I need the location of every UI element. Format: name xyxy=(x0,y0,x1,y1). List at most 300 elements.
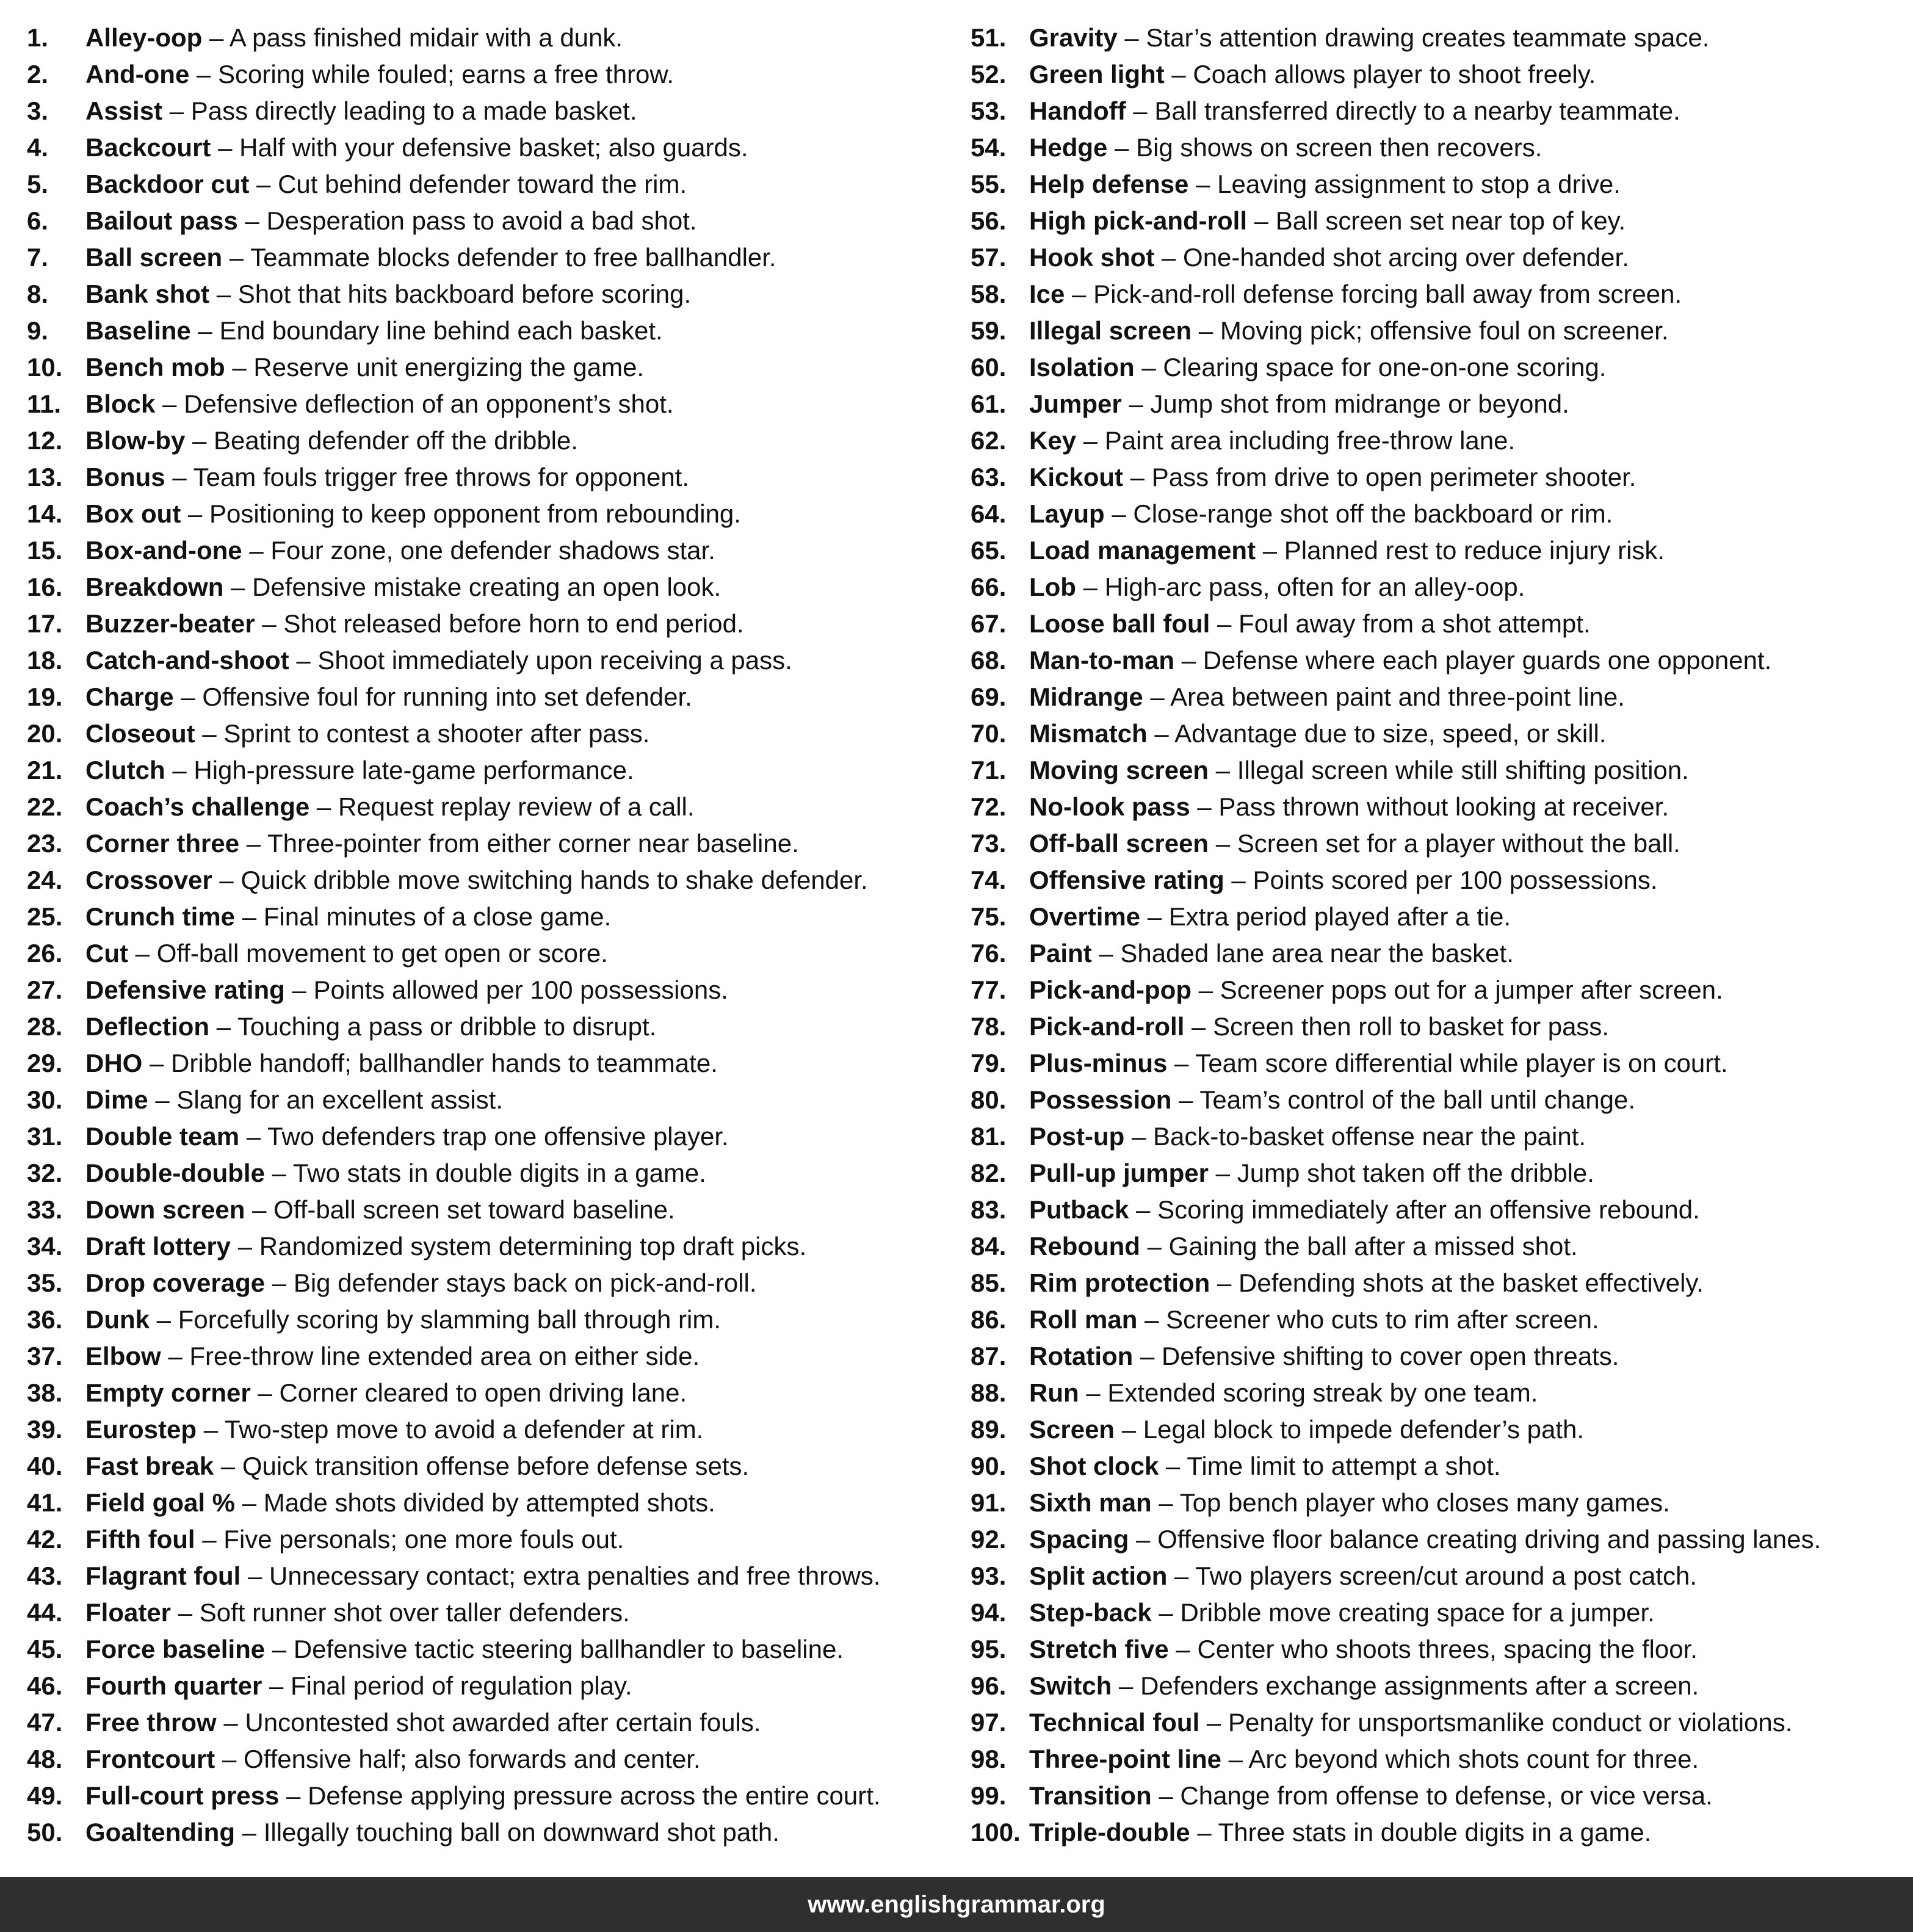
entry-number: 47. xyxy=(27,1708,63,1737)
entry-separator: – xyxy=(1133,1342,1162,1370)
entry-separator: – xyxy=(1107,133,1137,162)
entry-separator: – xyxy=(279,1781,308,1810)
glossary-entry xyxy=(971,606,1911,642)
entry-definition: Arc beyond which shots count for three. xyxy=(1248,1745,1699,1773)
entry-separator: – xyxy=(1190,1818,1218,1847)
entry-separator: – xyxy=(1076,573,1105,601)
entry-separator: – xyxy=(1079,1378,1108,1407)
entry-separator: – xyxy=(1154,243,1184,272)
entry-term: Backcourt xyxy=(85,133,211,162)
glossary-entry xyxy=(27,1668,942,1704)
entry-definition: Three-pointer from either corner near baseline. xyxy=(267,829,799,858)
entry-definition: Two-step move to avoid a defender at rim. xyxy=(224,1415,704,1444)
entry-number: 46. xyxy=(27,1671,63,1700)
entry-separator: – xyxy=(165,756,194,784)
entry-term: Ice xyxy=(1029,280,1065,308)
entry-term: Corner three xyxy=(85,829,240,858)
site-footer xyxy=(0,1877,1913,1932)
entry-number: 41. xyxy=(27,1488,63,1517)
entry-definition: Time limit to attempt a shot. xyxy=(1187,1452,1501,1480)
entry-number: 69. xyxy=(971,682,1007,711)
entry-definition: Quick transition offense before defense sets. xyxy=(242,1452,750,1480)
entry-term: Three-point line xyxy=(1029,1745,1221,1773)
entry-number: 57. xyxy=(971,243,1007,272)
glossary-entry xyxy=(27,203,942,239)
entry-number: 64. xyxy=(971,499,1007,528)
entry-definition: High-arc pass, often for an alley-oop. xyxy=(1104,573,1525,601)
entry-separator: – xyxy=(250,1378,280,1407)
entry-number: 22. xyxy=(27,792,63,821)
entry-term: Crossover xyxy=(85,866,212,894)
entry-number: 32. xyxy=(27,1159,63,1187)
glossary-entry xyxy=(971,825,1911,862)
glossary-entry xyxy=(27,1814,942,1851)
entry-separator: – xyxy=(1143,682,1171,711)
entry-term: Block xyxy=(85,389,156,418)
entry-term: Handoff xyxy=(1029,96,1126,125)
glossary-entry xyxy=(971,1228,1911,1265)
entry-separator: – xyxy=(212,866,241,894)
entry-separator: – xyxy=(231,1232,259,1261)
entry-term: High pick-and-roll xyxy=(1029,206,1247,235)
entry-separator: – xyxy=(1171,1085,1200,1114)
entry-number: 36. xyxy=(27,1305,63,1334)
entry-term: Free throw xyxy=(85,1708,217,1737)
entry-number: 77. xyxy=(971,975,1007,1004)
entry-definition: Offensive half; also forwards and center. xyxy=(244,1745,701,1773)
entry-separator: – xyxy=(249,170,278,198)
entry-number: 78. xyxy=(971,1012,1007,1041)
entry-separator: – xyxy=(215,1745,244,1773)
entry-definition: Pass thrown without looking at receiver. xyxy=(1218,792,1669,821)
entry-number: 82. xyxy=(971,1159,1007,1187)
entry-term: Coach’s challenge xyxy=(85,792,310,821)
entry-definition: Dribble handoff; ballhandler hands to teammate. xyxy=(171,1049,718,1077)
entry-definition: Soft runner shot over taller defenders. xyxy=(199,1598,630,1627)
entry-definition: Big defender stays back on pick-and-roll. xyxy=(293,1268,757,1297)
entry-definition: Defensive tactic steering ballhandler to baseline. xyxy=(293,1635,844,1663)
entry-term: Transition xyxy=(1029,1781,1152,1810)
entry-term: Post-up xyxy=(1029,1122,1125,1151)
entry-number: 71. xyxy=(971,756,1007,784)
glossary-entry xyxy=(971,1192,1911,1228)
entry-separator: – xyxy=(202,23,230,52)
entry-definition: Ball screen set near top of key. xyxy=(1275,206,1626,235)
entry-number: 19. xyxy=(27,682,63,711)
entry-separator: – xyxy=(181,499,210,528)
entry-number: 90. xyxy=(971,1452,1007,1480)
entry-number: 72. xyxy=(971,792,1007,821)
entry-number: 27. xyxy=(27,975,63,1004)
entry-number: 79. xyxy=(971,1049,1007,1077)
entry-definition: Illegally touching ball on downward shot path. xyxy=(263,1818,779,1847)
entry-term: Box-and-one xyxy=(85,536,242,565)
entry-definition: Screener pops out for a jumper after screen. xyxy=(1220,975,1723,1004)
entry-term: Kickout xyxy=(1029,463,1124,491)
entry-term: Roll man xyxy=(1029,1305,1138,1334)
entry-number: 48. xyxy=(27,1745,63,1773)
entry-number: 87. xyxy=(971,1342,1007,1370)
entry-number: 29. xyxy=(27,1049,63,1077)
entry-definition: Off-ball screen set toward baseline. xyxy=(273,1195,675,1224)
entry-term: Triple-double xyxy=(1029,1818,1190,1847)
entry-number: 65. xyxy=(971,536,1007,565)
entry-definition: Final minutes of a close game. xyxy=(263,902,612,931)
entry-definition: Pass directly leading to a made basket. xyxy=(190,96,637,125)
glossary-entry xyxy=(27,1778,942,1814)
entry-term: Bailout pass xyxy=(85,206,238,235)
entry-separator: – xyxy=(161,1342,190,1370)
glossary-entry xyxy=(971,1521,1911,1558)
entry-separator: – xyxy=(1167,1049,1196,1077)
glossary-entry xyxy=(971,166,1911,203)
entry-separator: – xyxy=(1247,206,1276,235)
entry-separator: – xyxy=(195,1525,224,1554)
glossary-entry xyxy=(971,789,1911,825)
entry-term: Floater xyxy=(85,1598,172,1627)
entry-number: 99. xyxy=(971,1781,1007,1810)
entry-definition: Planned rest to reduce injury risk. xyxy=(1284,536,1665,565)
entry-term: Flagrant foul xyxy=(85,1561,241,1590)
entry-definition: Points scored per 100 possessions. xyxy=(1253,866,1658,894)
entry-separator: – xyxy=(1192,975,1220,1004)
entry-separator: – xyxy=(1147,719,1175,748)
entry-separator: – xyxy=(189,60,218,89)
glossary-entry xyxy=(971,1485,1911,1521)
entry-separator: – xyxy=(209,280,238,308)
entry-number: 16. xyxy=(27,573,63,601)
entry-number: 68. xyxy=(971,646,1007,675)
entry-term: Illegal screen xyxy=(1029,316,1192,345)
entry-definition: Two stats in double digits in a game. xyxy=(292,1159,706,1187)
entry-term: Cut xyxy=(85,939,128,968)
entry-term: Off-ball screen xyxy=(1029,829,1209,858)
entry-separator: – xyxy=(1221,1745,1249,1773)
entry-definition: Close-range shot off the backboard or rim. xyxy=(1133,499,1613,528)
entry-separator: – xyxy=(284,975,314,1004)
entry-definition: Team’s control of the ball until change. xyxy=(1199,1085,1636,1114)
entry-number: 59. xyxy=(971,316,1007,345)
entry-number: 83. xyxy=(971,1195,1007,1224)
entry-definition: Foul away from a shot attempt. xyxy=(1239,609,1591,638)
entry-term: Possession xyxy=(1029,1085,1172,1114)
glossary-column-left xyxy=(27,20,942,1851)
glossary-entry xyxy=(971,1814,1911,1851)
glossary-entry xyxy=(971,532,1911,569)
glossary-entry xyxy=(27,606,942,642)
entry-number: 45. xyxy=(27,1635,63,1663)
entry-term: Breakdown xyxy=(85,573,224,601)
entry-separator: – xyxy=(1256,536,1284,565)
entry-definition: Shaded lane area near the basket. xyxy=(1120,939,1514,968)
entry-separator: – xyxy=(1140,902,1169,931)
glossary-entry xyxy=(27,1558,942,1594)
entry-definition: Defenders exchange assignments after a screen. xyxy=(1140,1671,1699,1700)
entry-definition: Screen set for a player without the ball. xyxy=(1237,829,1680,858)
entry-definition: Request replay review of a call. xyxy=(338,792,695,821)
entry-number: 25. xyxy=(27,902,63,931)
entry-definition: Quick dribble move switching hands to shake defender. xyxy=(240,866,868,894)
glossary-entry xyxy=(971,1155,1911,1192)
entry-number: 4. xyxy=(27,133,49,162)
entry-term: Lob xyxy=(1029,573,1076,601)
glossary-entry xyxy=(27,1448,942,1485)
entry-number: 51. xyxy=(971,23,1007,52)
entry-definition: Moving pick; offensive foul on screener. xyxy=(1220,316,1669,345)
entry-term: Bonus xyxy=(85,463,165,491)
entry-definition: Beating defender off the dribble. xyxy=(214,426,579,455)
entry-definition: Team fouls trigger free throws for opponent. xyxy=(193,463,690,491)
entry-definition: Change from offense to defense, or vice versa. xyxy=(1180,1781,1713,1810)
glossary-entry xyxy=(971,1265,1911,1301)
entry-number: 91. xyxy=(971,1488,1007,1517)
entry-number: 10. xyxy=(27,353,63,382)
entry-definition: Clearing space for one-on-one scoring. xyxy=(1163,353,1607,382)
entry-separator: – xyxy=(165,463,193,491)
entry-number: 9. xyxy=(27,316,49,345)
glossary-entry xyxy=(971,276,1911,313)
entry-term: Alley-oop xyxy=(85,23,203,52)
entry-number: 92. xyxy=(971,1525,1007,1554)
entry-separator: – xyxy=(255,609,284,638)
entry-separator: – xyxy=(1115,1415,1143,1444)
entry-separator: – xyxy=(1192,316,1220,345)
glossary-entry xyxy=(27,313,942,349)
entry-definition: Star’s attention drawing creates teammate space. xyxy=(1146,23,1710,52)
entry-separator: – xyxy=(1091,939,1121,968)
entry-term: Pick-and-roll xyxy=(1029,1012,1185,1041)
entry-number: 2. xyxy=(27,60,49,89)
entry-separator: – xyxy=(142,1049,172,1077)
entry-separator: – xyxy=(1126,96,1155,125)
entry-term: Elbow xyxy=(85,1342,161,1370)
entry-definition: Defense applying pressure across the entire court. xyxy=(308,1781,881,1810)
entry-number: 34. xyxy=(27,1232,63,1261)
entry-separator: – xyxy=(235,902,264,931)
entry-term: Pick-and-pop xyxy=(1029,975,1192,1004)
entry-separator: – xyxy=(223,573,253,601)
entry-definition: Shot released before horn to end period. xyxy=(283,609,744,638)
entry-definition: Slang for an excellent assist. xyxy=(176,1085,504,1114)
entry-number: 93. xyxy=(971,1561,1007,1590)
entry-number: 97. xyxy=(971,1708,1007,1737)
entry-separator: – xyxy=(237,206,267,235)
glossary-entry xyxy=(27,1192,942,1228)
entry-term: And-one xyxy=(85,60,190,89)
entry-term: Loose ball foul xyxy=(1029,609,1210,638)
entry-separator: – xyxy=(1123,463,1152,491)
glossary-entry xyxy=(27,532,942,569)
glossary-entry xyxy=(27,1008,942,1045)
glossary-entry xyxy=(971,386,1911,422)
glossary-entry xyxy=(971,642,1911,679)
entry-term: Load management xyxy=(1029,536,1256,565)
entry-number: 85. xyxy=(971,1268,1007,1297)
entry-definition: Off-ball movement to get open or score. xyxy=(156,939,608,968)
entry-separator: – xyxy=(265,1268,294,1297)
entry-separator: – xyxy=(1188,170,1218,198)
entry-term: Frontcourt xyxy=(85,1745,215,1773)
entry-number: 18. xyxy=(27,646,63,675)
entry-definition: Defending shots at the basket effectively. xyxy=(1239,1268,1704,1297)
entry-term: Spacing xyxy=(1029,1525,1129,1554)
basketball-glossary xyxy=(0,20,1913,1851)
entry-term: Gravity xyxy=(1029,23,1118,52)
entry-definition: Defensive shifting to cover open threats. xyxy=(1162,1342,1619,1370)
entry-definition: Shot that hits backboard before scoring. xyxy=(237,280,692,308)
glossary-entry xyxy=(971,496,1911,532)
entry-term: Bench mob xyxy=(85,353,225,382)
entry-separator: – xyxy=(1117,23,1146,52)
glossary-column-right xyxy=(971,20,1911,1851)
entry-number: 37. xyxy=(27,1342,63,1370)
entry-number: 17. xyxy=(27,609,63,638)
entry-number: 54. xyxy=(971,133,1007,162)
entry-number: 81. xyxy=(971,1122,1007,1151)
glossary-entry xyxy=(971,1082,1911,1118)
website-url: www.englishgrammar.org xyxy=(808,1891,1105,1918)
glossary-entry xyxy=(27,862,942,899)
entry-number: 58. xyxy=(971,280,1007,308)
entry-definition: Five personals; one more fouls out. xyxy=(223,1525,624,1554)
entry-definition: Area between paint and three-point line. xyxy=(1170,682,1625,711)
glossary-entry xyxy=(27,752,942,789)
entry-definition: Uncontested shot awarded after certain fouls. xyxy=(245,1708,761,1737)
glossary-entry xyxy=(27,1301,942,1338)
entry-term: Box out xyxy=(85,499,181,528)
entry-term: Help defense xyxy=(1029,170,1189,198)
entry-number: 50. xyxy=(27,1818,63,1847)
entry-definition: Randomized system determining top draft picks. xyxy=(259,1232,807,1261)
entry-term: Hedge xyxy=(1029,133,1108,162)
entry-number: 40. xyxy=(27,1452,63,1480)
entry-term: Dime xyxy=(85,1085,148,1114)
entry-number: 38. xyxy=(27,1378,63,1407)
entry-term: DHO xyxy=(85,1049,143,1077)
entry-number: 42. xyxy=(27,1525,63,1554)
entry-number: 20. xyxy=(27,719,63,748)
entry-number: 67. xyxy=(971,609,1007,638)
glossary-entry xyxy=(971,1704,1911,1741)
entry-definition: Made shots divided by attempted shots. xyxy=(263,1488,715,1517)
entry-term: Buzzer-beater xyxy=(85,609,255,638)
entry-term: Rotation xyxy=(1029,1342,1134,1370)
entry-term: Draft lottery xyxy=(85,1232,231,1261)
entry-separator: – xyxy=(1129,1525,1158,1554)
entry-definition: Defensive mistake creating an open look. xyxy=(252,573,721,601)
entry-number: 35. xyxy=(27,1268,63,1297)
glossary-entry xyxy=(971,459,1911,496)
entry-number: 52. xyxy=(971,60,1007,89)
glossary-entry xyxy=(27,239,942,276)
entry-separator: – xyxy=(155,389,184,418)
glossary-entry xyxy=(971,569,1911,606)
entry-separator: – xyxy=(209,1012,237,1041)
entry-term: Fifth foul xyxy=(85,1525,195,1554)
glossary-entry xyxy=(27,1082,942,1118)
entry-term: Blow-by xyxy=(85,426,186,455)
entry-definition: Screener who cuts to rim after screen. xyxy=(1166,1305,1599,1334)
entry-term: Assist xyxy=(85,96,163,125)
entry-definition: Points allowed per 100 possessions. xyxy=(313,975,728,1004)
glossary-entry xyxy=(27,20,942,56)
entry-definition: Ball transferred directly to a nearby teammate. xyxy=(1154,96,1680,125)
glossary-entry xyxy=(27,129,942,166)
entry-number: 66. xyxy=(971,573,1007,601)
glossary-entry xyxy=(971,1741,1911,1778)
entry-definition: Extra period played after a tie. xyxy=(1168,902,1511,931)
entry-number: 95. xyxy=(971,1635,1007,1663)
entry-definition: A pass finished midair with a dunk. xyxy=(229,23,623,52)
glossary-entry xyxy=(27,1118,942,1155)
glossary-entry xyxy=(971,1668,1911,1704)
entry-number: 39. xyxy=(27,1415,63,1444)
glossary-entry xyxy=(27,1411,942,1448)
entry-definition: Big shows on screen then recovers. xyxy=(1136,133,1542,162)
entry-separator: – xyxy=(1151,1488,1180,1517)
entry-separator: – xyxy=(222,243,251,272)
entry-separator: – xyxy=(211,133,240,162)
entry-number: 94. xyxy=(971,1598,1007,1627)
entry-term: Rebound xyxy=(1029,1232,1140,1261)
entry-term: Fourth quarter xyxy=(85,1671,262,1700)
entry-definition: Dribble move creating space for a jumper. xyxy=(1180,1598,1655,1627)
entry-separator: – xyxy=(195,719,224,748)
entry-term: Moving screen xyxy=(1029,756,1209,784)
entry-separator: – xyxy=(309,792,338,821)
entry-definition: Leaving assignment to stop a drive. xyxy=(1217,170,1621,198)
entry-separator: – xyxy=(1140,1232,1169,1261)
entry-number: 23. xyxy=(27,829,63,858)
entry-term: Switch xyxy=(1029,1671,1112,1700)
entry-number: 88. xyxy=(971,1378,1007,1407)
entry-separator: – xyxy=(171,1598,200,1627)
glossary-entry xyxy=(27,1338,942,1375)
entry-term: Down screen xyxy=(85,1195,245,1224)
entry-definition: Half with your defensive basket; also guards. xyxy=(239,133,748,162)
entry-term: Empty corner xyxy=(85,1378,251,1407)
glossary-entry xyxy=(27,459,942,496)
entry-separator: – xyxy=(1224,866,1253,894)
entry-definition: Scoring immediately after an offensive rebound. xyxy=(1157,1195,1700,1224)
entry-separator: – xyxy=(1112,1671,1141,1700)
entry-definition: Scoring while fouled; earns a free throw. xyxy=(218,60,674,89)
entry-separator: – xyxy=(1210,1268,1239,1297)
entry-term: Shot clock xyxy=(1029,1452,1159,1480)
glossary-entry xyxy=(27,386,942,422)
entry-definition: Penalty for unsportsmanlike conduct or violations. xyxy=(1228,1708,1793,1737)
entry-separator: – xyxy=(242,536,271,565)
entry-separator: – xyxy=(1164,60,1193,89)
glossary-entry xyxy=(27,569,942,606)
entry-term: Layup xyxy=(1029,499,1105,528)
glossary-entry xyxy=(971,1008,1911,1045)
entry-number: 15. xyxy=(27,536,63,565)
glossary-entry xyxy=(971,715,1911,752)
entry-definition: Defense where each player guards one opponent. xyxy=(1202,646,1772,675)
entry-definition: Two defenders trap one offensive player. xyxy=(267,1122,729,1151)
entry-definition: Sprint to contest a shooter after pass. xyxy=(223,719,650,748)
entry-number: 14. xyxy=(27,499,63,528)
entry-term: Ball screen xyxy=(85,243,223,272)
entry-separator: – xyxy=(185,426,214,455)
entry-separator: – xyxy=(1124,1122,1154,1151)
glossary-entry xyxy=(971,1448,1911,1485)
entry-separator: – xyxy=(1065,280,1094,308)
entry-definition: Advantage due to size, speed, or skill. xyxy=(1174,719,1607,748)
entry-term: Screen xyxy=(1029,1415,1115,1444)
entry-number: 73. xyxy=(971,829,1007,858)
